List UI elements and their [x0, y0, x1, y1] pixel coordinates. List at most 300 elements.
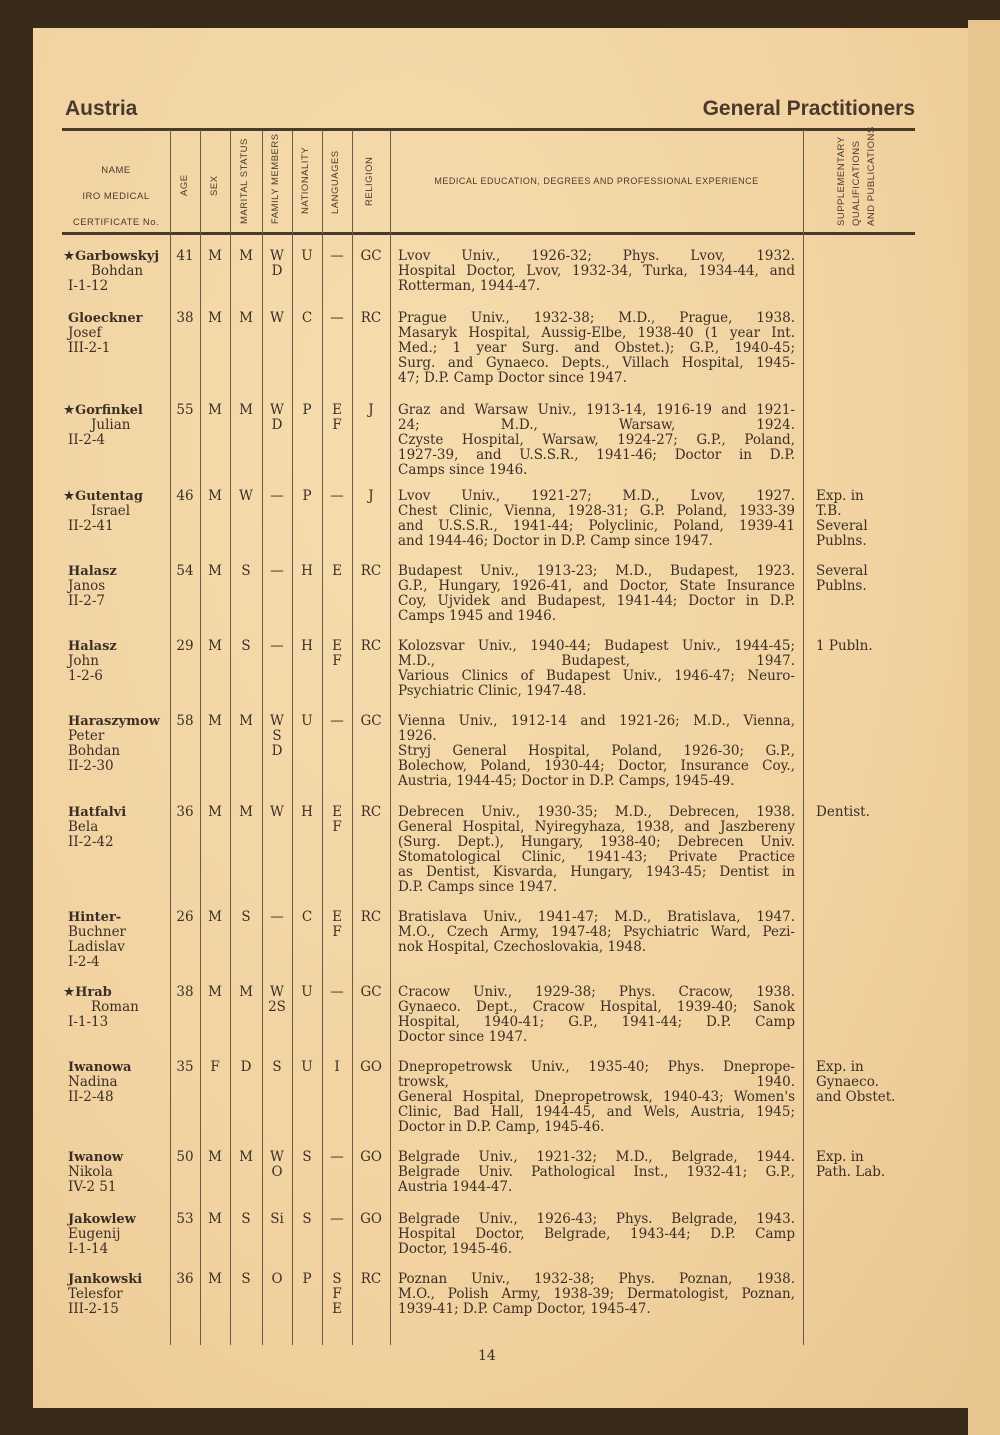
languages-cell [322, 1272, 352, 1317]
age-cell: 38 [176, 984, 194, 1000]
given-name: Nadina [68, 1074, 118, 1090]
family-value: W [270, 248, 284, 264]
certificate-number: I-1-13 [68, 1014, 109, 1030]
given-name: Peter [68, 728, 105, 744]
marital-cell: M [239, 1149, 253, 1165]
education-line: Stryj General Hospital, Poland, 1926-30; G.P., [398, 743, 795, 759]
education-line: Chest Clinic, Vienna, 1928-31; G.P. Poland, 1933-39 [398, 503, 795, 519]
sex-cell: M [208, 248, 222, 264]
family-value: S [272, 1059, 282, 1075]
languages-cell [322, 564, 352, 579]
column-header-supplementary-3: AND PUBLICATIONS [866, 126, 877, 226]
supplementary-line: Exp. in [816, 1149, 864, 1165]
languages-cell [322, 311, 352, 326]
marital-cell: M [239, 713, 253, 729]
religion-cell: GO [360, 1059, 382, 1075]
education-line: 1927-39, and U.S.S.R., 1941-46; Doctor in D.P. [398, 447, 795, 463]
age-cell: 50 [176, 1149, 194, 1165]
surname [63, 489, 168, 504]
languages-value: — [330, 713, 344, 729]
age-cell: 53 [176, 1211, 194, 1227]
family-cell [262, 1272, 292, 1287]
education-cell [398, 311, 795, 386]
certificate-number: II-2-30 [68, 758, 114, 774]
surname-text: Jakowlew [68, 1212, 136, 1227]
education-line: General Hospital, Nyiregyhaza, 1938, and Jaszbereny [398, 819, 795, 835]
education-cell [398, 639, 795, 699]
education-line: Belgrade Univ., 1921-32; M.D., Belgrade, 1944. [398, 1149, 795, 1165]
education-line: Austria, 1944-45; Doctor in D.P. Camps, 1945-49. [398, 773, 735, 789]
certificate-number: I-2-4 [68, 954, 100, 970]
languages-value: F [332, 924, 342, 940]
marital-cell: M [239, 310, 253, 326]
supplementary-line: Several [816, 563, 868, 579]
marital-cell: M [239, 402, 253, 418]
surname [63, 403, 168, 418]
age-cell: 41 [176, 248, 194, 264]
name-cell [63, 249, 168, 294]
name-cell [68, 1060, 173, 1105]
surname-text: Gorfinkel [75, 403, 143, 418]
education-line: as Dentist, Kisvarda, Hungary, 1943-45; Dentist in [398, 864, 795, 880]
languages-value: — [330, 1211, 344, 1227]
family-value: 2S [268, 999, 286, 1015]
family-value: Si [270, 1211, 284, 1227]
education-line: Psychiatric Clinic, 1947-48. [398, 683, 587, 699]
surname [68, 714, 173, 729]
family-cell [262, 985, 292, 1015]
nationality-cell: C [301, 310, 313, 326]
star-icon: ★ [63, 402, 76, 418]
certificate-number: II-2-41 [68, 518, 114, 534]
sex-cell: M [208, 713, 222, 729]
religion-cell: J [368, 488, 374, 504]
religion-cell: GC [360, 248, 382, 264]
languages-value: F [332, 819, 342, 835]
surname-text: Hinter- [68, 910, 122, 925]
education-line: Gynaeco. Dept., Cracow Hospital, 1939-40; Sanok [398, 999, 795, 1015]
languages-value: E [332, 1301, 342, 1317]
name-cell [68, 714, 173, 774]
surname [68, 1060, 173, 1075]
certificate-number: II-2-4 [68, 432, 105, 448]
surname-text: Hrab [75, 985, 112, 1000]
family-value: — [270, 563, 284, 579]
name-cell [68, 639, 173, 684]
column-header-name [62, 158, 170, 236]
education-line: D.P. Camps since 1947. [398, 879, 558, 895]
family-value: W [270, 310, 284, 326]
education-line: Debrecen Univ., 1930-35; M.D., Debrecen, 1938. [398, 804, 795, 820]
given-name: Bohdan [91, 263, 144, 279]
supplementary-cell [816, 1150, 885, 1180]
education-line: Czyste Hospital, Warsaw, 1924-27; G.P., Poland, [398, 432, 795, 448]
surname-text: Hatfalvi [68, 805, 127, 820]
given-name: Roman [91, 999, 139, 1015]
education-line: Stomatological Clinic, 1941-43; Private Practice [398, 849, 795, 865]
education-line: and U.S.S.R., 1941-44; Polyclinic, Poland, 1939-41 [398, 518, 795, 534]
column-header-marital-status: MARITAL STATUS [239, 138, 250, 224]
name-cell [68, 564, 173, 609]
languages-cell [322, 1060, 352, 1075]
languages-cell [322, 1150, 352, 1165]
education-cell [398, 489, 795, 549]
nationality-cell: H [301, 563, 313, 579]
education-line: Doctor in D.P. Camp, 1945-46. [398, 1119, 605, 1135]
column-header-religion: RELIGION [364, 156, 375, 206]
languages-value: E [332, 563, 342, 579]
languages-value: I [334, 1059, 340, 1075]
education-line: Graz and Warsaw Univ., 1913-14, 1916-19 and 1921- [398, 402, 795, 418]
supplementary-line: 1 Publn. [816, 638, 873, 654]
supplementary-cell [816, 564, 868, 594]
sex-cell: F [210, 1059, 220, 1075]
education-line: 1939-41; D.P. Camp Doctor, 1945-47. [398, 1301, 651, 1317]
family-cell [262, 1212, 292, 1227]
supplementary-line: and Obstet. [816, 1089, 896, 1105]
certificate-number: II-2-42 [68, 834, 114, 850]
nationality-cell: C [301, 909, 313, 925]
sex-cell: M [208, 1149, 222, 1165]
certificate-number: II-2-48 [68, 1089, 114, 1105]
sex-cell: M [208, 402, 222, 418]
header-line: IRO MEDICAL [82, 191, 150, 202]
languages-cell [322, 985, 352, 1000]
supplementary-cell [816, 639, 873, 654]
education-line: M.O., Czech Army, 1947-48; Psychiatric Ward, Pezi- [398, 924, 795, 940]
education-cell [398, 805, 795, 895]
education-line: and 1944-46; Doctor in D.P. Camp since 1947. [398, 533, 713, 549]
family-cell [262, 403, 292, 433]
education-cell [398, 985, 795, 1045]
languages-cell [322, 403, 352, 433]
languages-value: — [330, 310, 344, 326]
age-cell: 29 [176, 638, 194, 654]
religion-cell: RC [360, 563, 382, 579]
name-cell [68, 910, 173, 970]
certificate-number: III-2-15 [68, 1301, 119, 1317]
name-cell [68, 1212, 173, 1257]
certificate-number: IV-2 51 [68, 1179, 117, 1195]
marital-cell: M [239, 248, 253, 264]
name-cell [68, 805, 173, 850]
age-cell: 38 [176, 310, 194, 326]
marital-cell: S [241, 563, 251, 579]
education-line: M.D., Budapest, 1947. [398, 653, 795, 669]
religion-cell: RC [360, 310, 382, 326]
nationality-cell: S [302, 1149, 312, 1165]
certificate-number: III-2-1 [68, 340, 111, 356]
given-name: Bela [68, 819, 99, 835]
languages-value: E [332, 402, 342, 418]
religion-cell: GO [360, 1149, 382, 1165]
column-header-education: MEDICAL EDUCATION, DEGREES AND PROFESSIONAL EXPERIENCE [434, 176, 759, 186]
sex-cell: M [208, 1271, 222, 1287]
education-line: Belgrade Univ. Pathological Inst., 1932-41; G.P., [398, 1164, 795, 1180]
surname [68, 1272, 173, 1287]
surname-text: Haraszymow [68, 714, 160, 729]
supplementary-line: T.B. [816, 503, 842, 519]
supplementary-line: Several [816, 518, 868, 534]
sex-cell: M [208, 638, 222, 654]
languages-cell [322, 714, 352, 729]
religion-cell: RC [360, 638, 382, 654]
nationality-cell: S [302, 1211, 312, 1227]
education-line: Kolozsvar Univ., 1940-44; Budapest Univ., 1944-45; [398, 638, 795, 654]
marital-cell: D [240, 1059, 252, 1075]
education-line: Austria 1944-47. [398, 1179, 513, 1195]
column-divider [803, 130, 804, 1345]
family-value: O [271, 1164, 283, 1180]
languages-value: — [330, 488, 344, 504]
languages-cell [322, 805, 352, 835]
nationality-cell: U [301, 1059, 313, 1075]
given-name: Janos [68, 578, 106, 594]
languages-cell [322, 910, 352, 940]
nationality-cell: P [302, 402, 312, 418]
family-value: D [271, 743, 283, 759]
surname-text: Jankowski [68, 1272, 143, 1287]
family-value: S [272, 728, 282, 744]
given-name: Julian [91, 417, 131, 433]
column-header-sex: SEX [209, 175, 220, 196]
page-number: 14 [478, 1348, 496, 1364]
nationality-cell: U [301, 984, 313, 1000]
marital-cell: S [241, 909, 251, 925]
age-cell: 26 [176, 909, 194, 925]
surname [68, 564, 173, 579]
languages-value: — [330, 984, 344, 1000]
marital-cell: M [239, 984, 253, 1000]
education-line: Bolechow, Poland, 1930-44; Doctor, Insurance Coy., [398, 758, 795, 774]
star-icon: ★ [63, 488, 76, 504]
marital-cell: M [239, 804, 253, 820]
education-line: trowsk, 1940. [398, 1074, 795, 1090]
column-header-supplementary-1: SUPPLEMENTARY [836, 136, 847, 226]
family-value: O [271, 1271, 283, 1287]
religion-cell: GO [360, 1211, 382, 1227]
education-line: Doctor, 1945-46. [398, 1241, 513, 1257]
education-cell [398, 714, 795, 789]
age-cell: 36 [176, 1271, 194, 1287]
languages-cell [322, 249, 352, 264]
family-cell [262, 564, 292, 579]
sex-cell: M [208, 1211, 222, 1227]
surname [68, 805, 173, 820]
family-cell [262, 249, 292, 279]
marital-cell: S [241, 1271, 251, 1287]
sex-cell: M [208, 310, 222, 326]
education-line: M.O., Polish Army, 1938-39; Dermatologist, Poznan, [398, 1286, 795, 1302]
languages-value: E [332, 804, 342, 820]
column-header-family-members: FAMILY MEMBERS [270, 133, 281, 224]
surname-text: Halasz [68, 639, 117, 654]
languages-value: F [332, 1286, 342, 1302]
family-value: W [270, 984, 284, 1000]
education-line: Dnepropetrowsk Univ., 1935-40; Phys. Dneprope- [398, 1059, 795, 1075]
family-value: D [271, 417, 283, 433]
adjacent-page-edge [968, 20, 1000, 1435]
supplementary-line: Exp. in [816, 488, 864, 504]
education-cell [398, 1212, 795, 1257]
column-divider [390, 130, 391, 1345]
religion-cell: RC [360, 909, 382, 925]
given-name: Ladislav [68, 939, 125, 955]
family-value: W [270, 402, 284, 418]
supplementary-cell [816, 805, 870, 820]
family-cell [262, 1060, 292, 1075]
education-line: Various Clinics of Budapest Univ., 1946-47; Neuro- [398, 668, 795, 684]
name-cell [68, 311, 173, 356]
supplementary-line: Path. Lab. [816, 1164, 886, 1180]
education-cell [398, 1150, 795, 1195]
education-line: Hospital Doctor, Belgrade, 1943-44; D.P. Camp [398, 1226, 795, 1242]
family-value: W [270, 1149, 284, 1165]
surname [68, 1150, 173, 1165]
education-line: 47; D.P. Camp Doctor since 1947. [398, 370, 627, 386]
languages-cell [322, 1212, 352, 1227]
family-cell [262, 910, 292, 925]
certificate-number: I-1-12 [68, 278, 109, 294]
education-line: Hospital, 1940-41; G.P., 1941-44; D.P. Camp [398, 1014, 795, 1030]
header-line: CERTIFICATE No. [72, 217, 160, 228]
sex-cell: M [208, 563, 222, 579]
education-line: Belgrade Univ., 1926-43; Phys. Belgrade, 1943. [398, 1211, 795, 1227]
education-line: Camps since 1946. [398, 462, 528, 478]
languages-value: E [332, 909, 342, 925]
header-line: NAME [101, 165, 131, 176]
column-header-nationality: NATIONALITY [300, 146, 311, 214]
supplementary-line: Gynaeco. [816, 1074, 879, 1090]
education-line: Budapest Univ., 1913-23; M.D., Budapest, 1923. [398, 563, 795, 579]
education-line: Camps 1945 and 1946. [398, 608, 557, 624]
religion-cell: GC [360, 713, 382, 729]
age-cell: 54 [176, 563, 194, 579]
education-line: Hospital Doctor, Lvov, 1932-34, Turka, 1934-44, and [398, 263, 795, 279]
given-name: Israel [91, 503, 131, 519]
languages-value: — [330, 248, 344, 264]
name-cell [68, 1272, 173, 1317]
sex-cell: M [208, 984, 222, 1000]
education-line: 24; M.D., Warsaw, 1924. [398, 417, 795, 433]
family-cell [262, 639, 292, 654]
family-value: W [270, 804, 284, 820]
education-line: Coy, Ujvidek and Budapest, 1941-44; Doctor in D.P. [398, 593, 795, 609]
given-name: Nikola [68, 1164, 113, 1180]
supplementary-line: Publns. [816, 533, 867, 549]
age-cell: 35 [176, 1059, 194, 1075]
certificate-number: I-1-14 [68, 1241, 109, 1257]
surname-text: Iwanowa [68, 1060, 132, 1075]
nationality-cell: P [302, 488, 312, 504]
given-name: Eugenij [68, 1226, 121, 1242]
surname [68, 311, 173, 326]
name-cell [63, 403, 168, 448]
languages-value: F [332, 653, 342, 669]
certificate-number: II-2-7 [68, 593, 105, 609]
education-line: Surg. and Gynaeco. Depts., Villach Hospital, 1945- [398, 355, 795, 371]
education-line: Med.; 1 year Surg. and Obstet.); G.P., 1940-45; [398, 340, 795, 356]
family-value: — [270, 909, 284, 925]
family-value: — [270, 638, 284, 654]
given-name: John [68, 653, 99, 669]
surname [63, 985, 168, 1000]
name-cell [63, 489, 168, 534]
education-line: (Surg. Dept.), Hungary, 1938-40; Debrecen Univ. [398, 834, 795, 850]
languages-value: S [332, 1271, 342, 1287]
marital-cell: W [239, 488, 253, 504]
education-cell [398, 1272, 795, 1317]
supplementary-line: Publns. [816, 578, 867, 594]
section-heading: General Practitioners [702, 97, 915, 120]
religion-cell: RC [360, 1271, 382, 1287]
surname [68, 910, 173, 925]
education-cell [398, 910, 795, 955]
column-header-supplementary-2: QUALIFICATIONS [851, 140, 862, 226]
sex-cell: M [208, 909, 222, 925]
surname-text: Halasz [68, 564, 117, 579]
family-cell [262, 805, 292, 820]
surname [63, 249, 168, 264]
column-header-languages: LANGUAGES [330, 150, 341, 214]
given-name: Josef [68, 325, 102, 341]
given-name: Bohdan [68, 743, 121, 759]
star-icon: ★ [63, 248, 76, 264]
nationality-cell: H [301, 804, 313, 820]
surname [68, 1212, 173, 1227]
religion-cell: J [368, 402, 374, 418]
languages-cell [322, 639, 352, 669]
marital-cell: S [241, 1211, 251, 1227]
sex-cell: M [208, 804, 222, 820]
religion-cell: RC [360, 804, 382, 820]
age-cell: 58 [176, 713, 194, 729]
supplementary-line: Exp. in [816, 1059, 864, 1075]
family-value: W [270, 713, 284, 729]
column-header-age: AGE [179, 174, 190, 196]
education-line: Masaryk Hospital, Aussig-Elbe, 1938-40 (1 year Int. [398, 325, 795, 341]
surname-text: Gloeckner [68, 311, 143, 326]
languages-value: — [330, 1149, 344, 1165]
age-cell: 36 [176, 804, 194, 820]
education-line: Cracow Univ., 1929-38; Phys. Cracow, 1938. [398, 984, 795, 1000]
marital-cell: S [241, 638, 251, 654]
education-cell [398, 1060, 795, 1135]
given-name: Telesfor [68, 1286, 123, 1302]
nationality-cell: U [301, 713, 313, 729]
age-cell: 46 [176, 488, 194, 504]
education-line: Poznan Univ., 1932-38; Phys. Poznan, 1938. [398, 1271, 795, 1287]
family-cell [262, 311, 292, 326]
education-line: Lvov Univ., 1926-32; Phys. Lvov, 1932. [398, 248, 795, 264]
languages-cell [322, 489, 352, 504]
surname-text: Garbowskyj [75, 249, 160, 264]
sex-cell: M [208, 488, 222, 504]
family-value: D [271, 263, 283, 279]
country-heading: Austria [65, 97, 138, 120]
family-cell [262, 714, 292, 759]
nationality-cell: H [301, 638, 313, 654]
education-line: Doctor since 1947. [398, 1029, 528, 1045]
nationality-cell: P [302, 1271, 312, 1287]
education-line: Vienna Univ., 1912-14 and 1921-26; M.D., Vienna, [398, 713, 795, 729]
languages-value: F [332, 417, 342, 433]
nationality-cell: U [301, 248, 313, 264]
education-line: Bratislava Univ., 1941-47; M.D., Bratislava, 1947. [398, 909, 795, 925]
age-cell: 55 [176, 402, 194, 418]
education-line: Rotterman, 1944-47. [398, 278, 541, 294]
supplementary-cell [816, 1060, 895, 1105]
